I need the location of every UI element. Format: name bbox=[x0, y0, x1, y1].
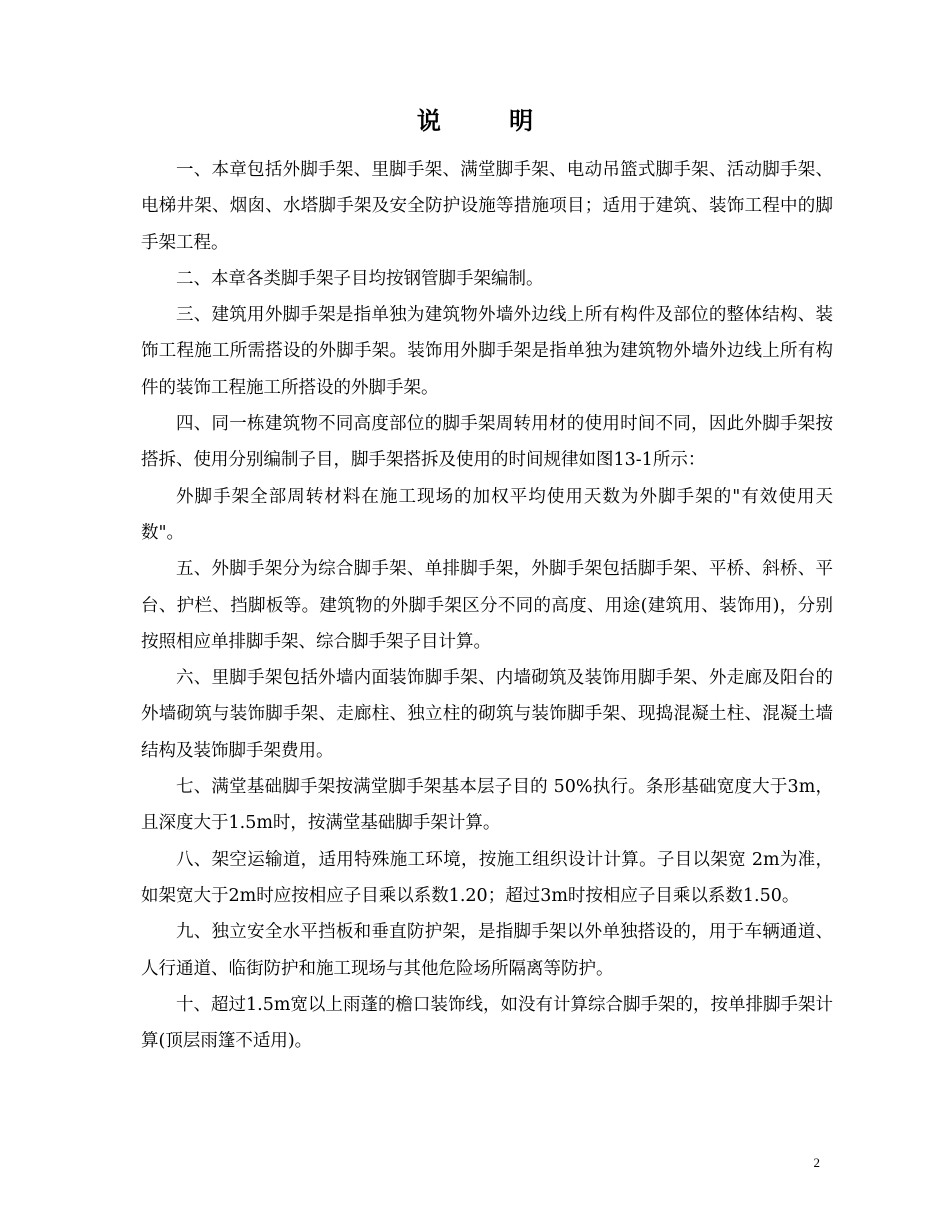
paragraph-3: 三、建筑用外脚手架是指单独为建筑物外墙外边线上所有构件及部位的整体结构、装饰工程施工所需搭设的外脚手架。装饰用外脚手架是指单独为建筑物外墙外边线上所有构件的装饰工程施工所搭设的外脚手架。 bbox=[141, 305, 833, 398]
page-number: 2 bbox=[813, 1155, 820, 1170]
paragraph-7: 六、里脚手架包括外墙内面装饰脚手架、内墙砌筑及装饰用脚手架、外走廊及阳台的外墙砌筑与装饰脚手架、走廊柱、独立柱的砌筑与装饰脚手架、现捣混凝土柱、混凝土墙结构及装饰脚手架费用。 bbox=[141, 668, 833, 761]
paragraph-6: 五、外脚手架分为综合脚手架、单排脚手架，外脚手架包括脚手架、平桥、斜桥、平台、护栏、挡脚板等。建筑物的外脚手架区分不同的高度、用途(建筑用、装饰用)，分别按照相应单排脚手架、综合脚手架子目计算。 bbox=[141, 559, 833, 652]
paragraph-5: 外脚手架全部周转材料在施工现场的加权平均使用天数为外脚手架的"有效使用天数"。 bbox=[141, 486, 833, 543]
paragraph-1: 一、本章包括外脚手架、里脚手架、满堂脚手架、电动吊篮式脚手架、活动脚手架、电梯井架、烟囱、水塔脚手架及安全防护设施等措施项目；适用于建筑、装饰工程中的脚手架工程。 bbox=[141, 160, 833, 253]
paragraph-4: 四、同一栋建筑物不同高度部位的脚手架周转用材的使用时间不同，因此外脚手架按搭拆、使用分别编制子目，脚手架搭拆及使用的时间规律如图13-1所示： bbox=[141, 414, 833, 471]
paragraph-11: 十、超过1.5m宽以上雨蓬的檐口装饰线，如没有计算综合脚手架的，按单排脚手架计算(顶层雨篷不适用)。 bbox=[141, 994, 833, 1052]
document-body bbox=[141, 152, 833, 1059]
paragraph-9: 八、架空运输道，适用特殊施工环境，按施工组织设计计算。子目以架宽 2m为准，如架宽大于2m时应按相应子目乘以系数1.20；超过3m时按相应子目乘以系数1.50。 bbox=[141, 849, 833, 906]
page-title: 说 明 bbox=[416, 107, 564, 135]
paragraph-10: 九、独立安全水平挡板和垂直防护架，是指脚手架以外单独搭设的，用于车辆通道、人行通道、临街防护和施工现场与其他危险场所隔离等防护。 bbox=[141, 922, 833, 979]
paragraph-8: 七、满堂基础脚手架按满堂脚手架基本层子目的 50%执行。条形基础宽度大于3m，且深度大于1.5m时，按满堂基础脚手架计算。 bbox=[141, 777, 833, 834]
paragraph-2: 二、本章各类脚手架子目均按钢管脚手架编制。 bbox=[176, 268, 544, 289]
